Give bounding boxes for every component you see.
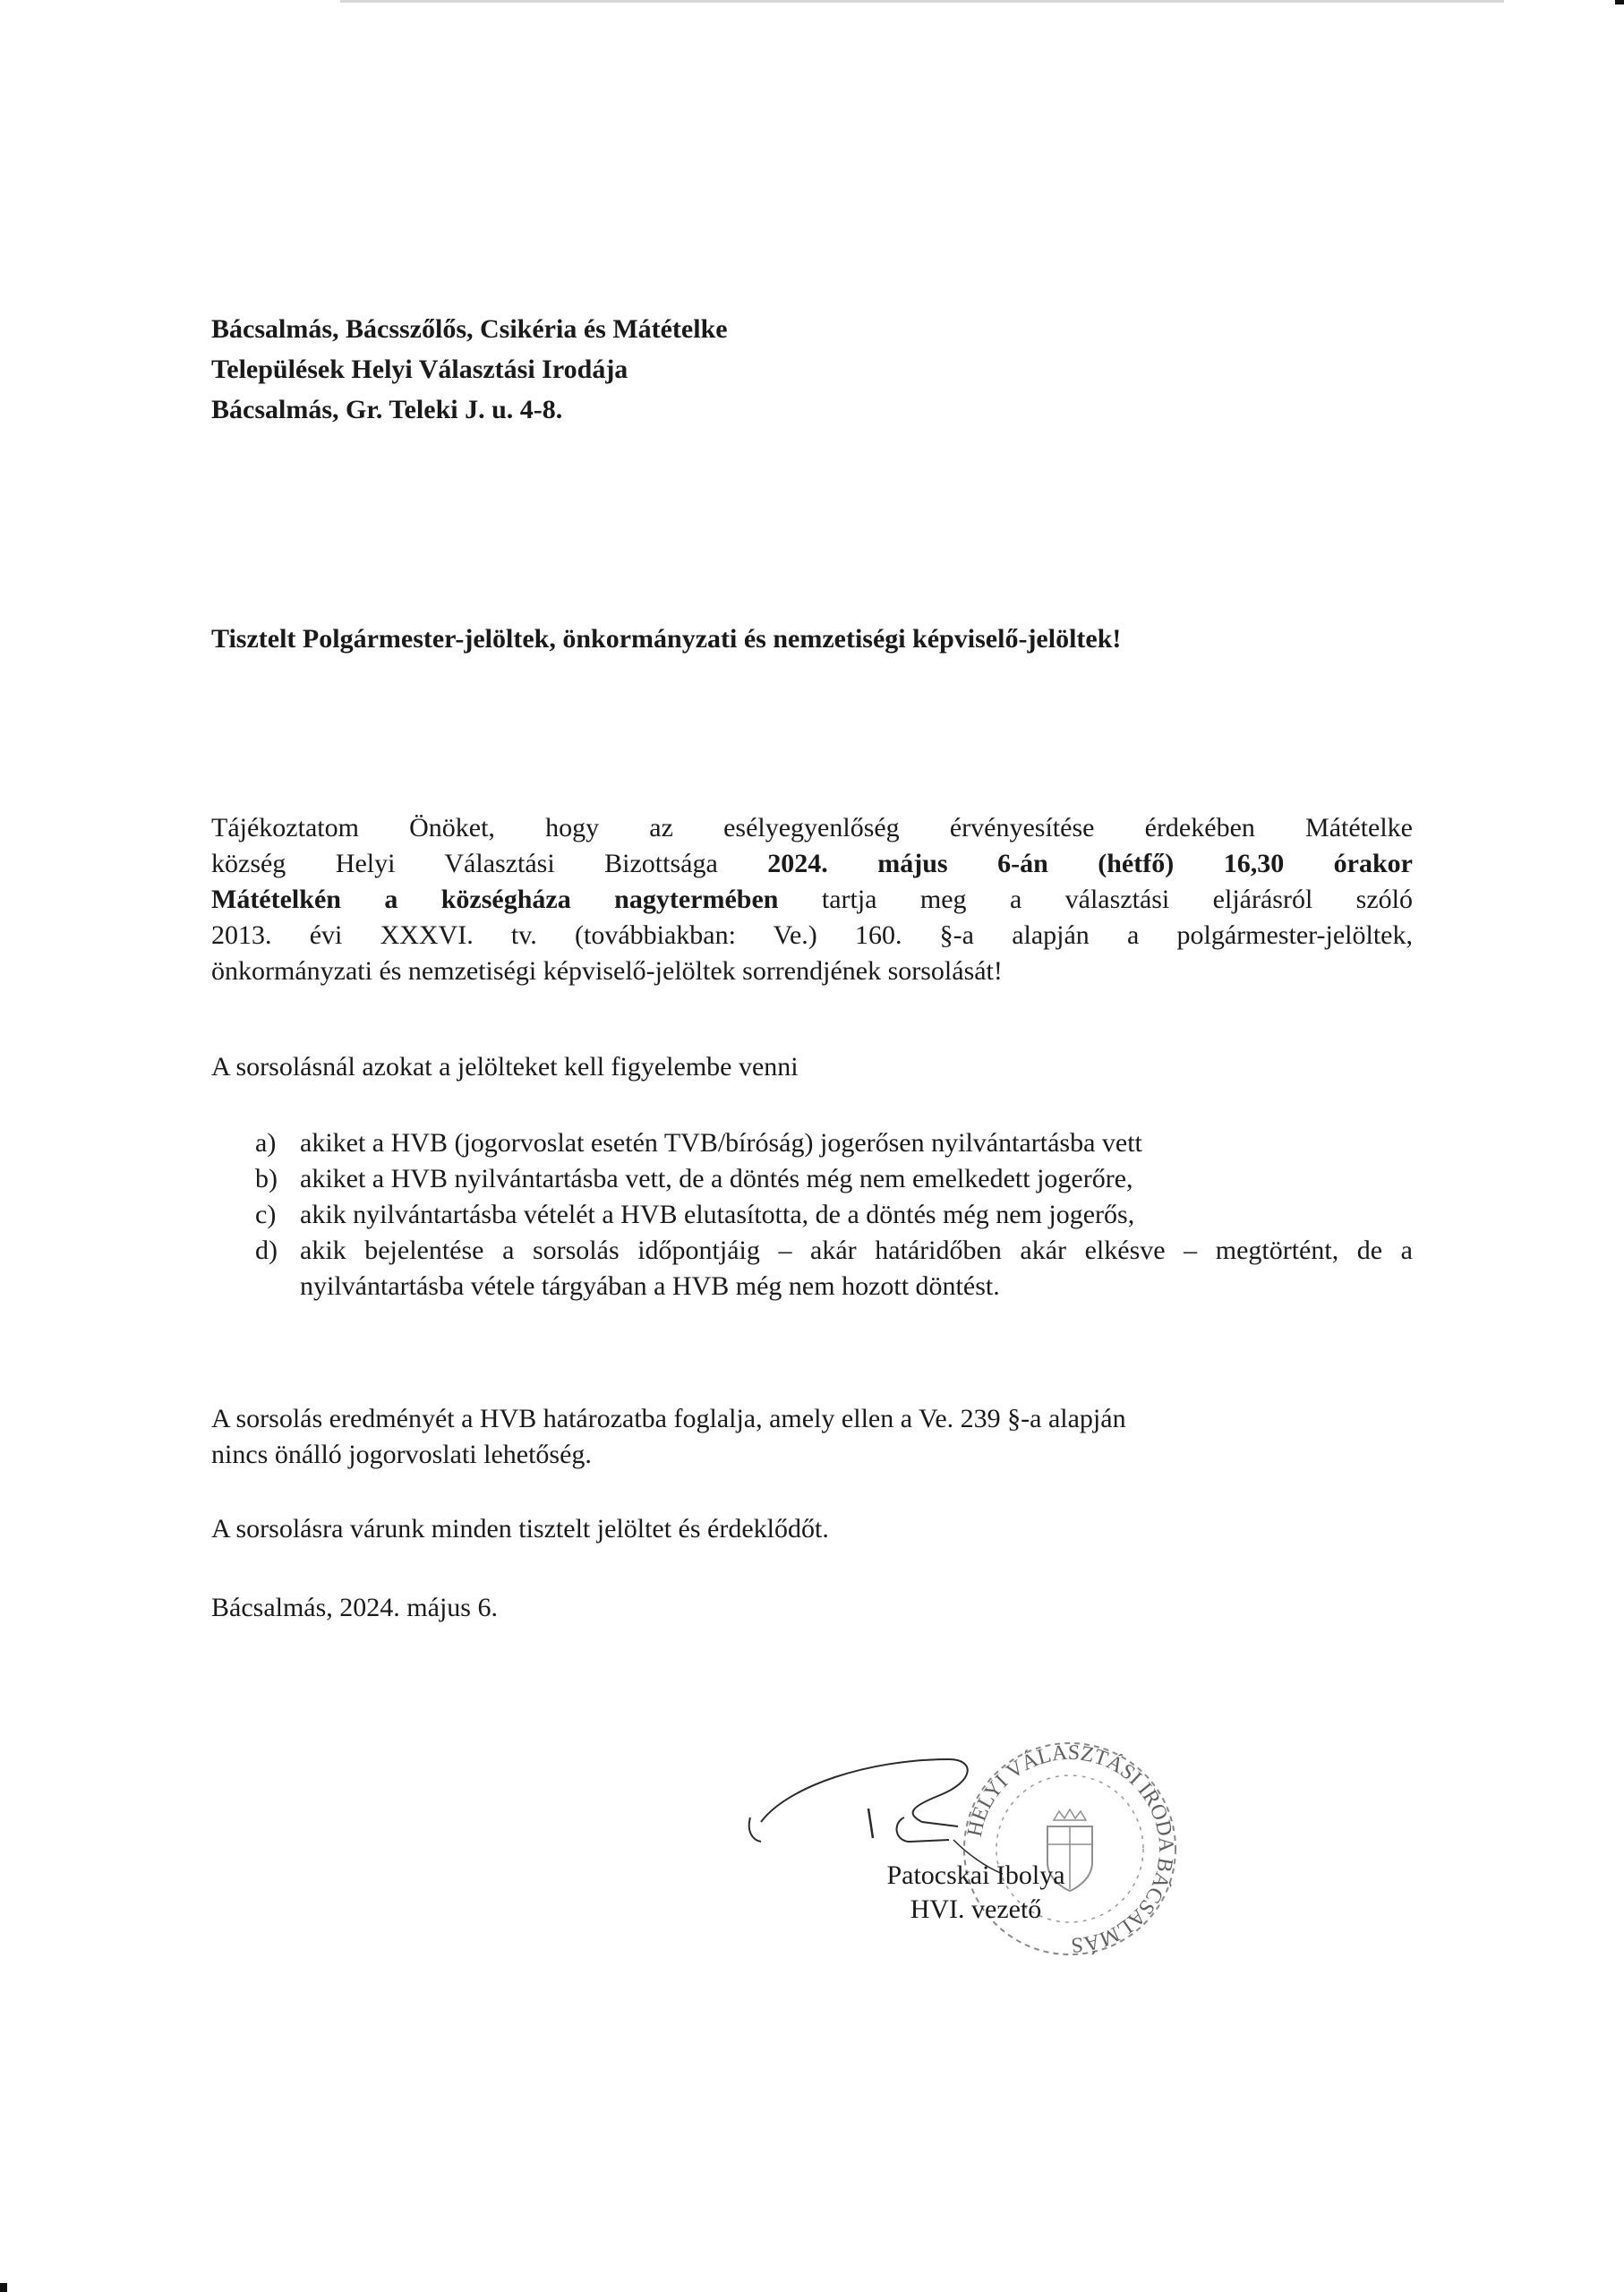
list-item-text: akiket a HVB (jogorvoslat esetén TVB/bíróság) jogerősen nyilvántartásba vett — [300, 1128, 1142, 1158]
scan-corner-mark-bottom — [0, 2283, 7, 2292]
signature-block — [859, 1859, 1092, 1927]
sender-header — [211, 309, 728, 430]
salutation: Tisztelt Polgármester-jelöltek, önkormányzati és nemzetiségi képviselő-jelöltek! — [211, 624, 1122, 654]
bold-date-time: 2024. május 6-án (hétfő) 16,30 órakor — [767, 849, 1413, 878]
paragraph-criteria-intro: A sorsolásnál azokat a jelölteket kell figyelembe venni — [211, 1052, 799, 1082]
list-marker: b) — [255, 1164, 278, 1193]
signatory-title: HVI. vezető — [910, 1894, 1042, 1924]
official-stamp — [953, 1732, 1186, 1965]
criteria-list — [255, 1125, 1413, 1304]
stamp-text: HELYI VÁLASZTÁSI IRODA BÁCSALMÁS — [962, 1740, 1178, 1957]
header-line-3: Bácsalmás, Gr. Teleki J. u. 4-8. — [211, 395, 563, 424]
paragraph-line: önkormányzati és nemzetiségi képviselő-jelöltek sorrendjének sorsolását! — [211, 956, 1003, 986]
bold-location: Mátételkén a községháza nagytermében — [211, 885, 779, 914]
signatory-name: Patocskai Ibolya — [886, 1860, 1065, 1890]
paragraph-line: 2013. évi XXXVI. tv. (továbbiakban: Ve.) 160. §-a alapján a polgármester-jelöltek, — [211, 920, 1413, 950]
paragraph-line — [211, 846, 1413, 882]
list-marker: c) — [255, 1200, 277, 1229]
paragraph-line — [211, 882, 1413, 918]
list-item — [255, 1125, 1413, 1161]
header-line-1: Bácsalmás, Bácsszőlős, Csikéria és Mátételke — [211, 314, 728, 344]
paragraph-result — [211, 1401, 1413, 1473]
list-marker: d) — [255, 1236, 278, 1265]
list-item — [255, 1233, 1413, 1304]
text-run: tartja meg a választási eljárásról szóló — [778, 885, 1414, 914]
paragraph-invitation: A sorsolásra várunk minden tisztelt jelöltet és érdeklődőt. — [211, 1514, 829, 1544]
scan-corner-mark — [1615, 0, 1624, 4]
paragraph-line: A sorsolás eredményét a HVB határozatba foglalja, amely ellen a Ve. 239 §-a alapján — [211, 1404, 1126, 1433]
list-item — [255, 1197, 1413, 1233]
scan-edge-line — [340, 0, 1504, 3]
list-item-text: akik nyilvántartásba vételét a HVB elutasította, de a döntés még nem jogerős, — [300, 1200, 1135, 1229]
text-run: község Helyi Választási Bizottsága — [211, 849, 768, 878]
list-item — [255, 1161, 1413, 1197]
paragraph-line: nincs önálló jogorvoslati lehetőség. — [211, 1440, 592, 1469]
list-marker: a) — [255, 1128, 277, 1158]
paragraph-announcement — [211, 810, 1413, 989]
header-line-2: Települések Helyi Választási Irodája — [211, 355, 628, 384]
list-item-text: akiket a HVB nyilvántartásba vett, de a döntés még nem emelkedett jogerőre, — [300, 1164, 1133, 1193]
date-line: Bácsalmás, 2024. május 6. — [211, 1593, 498, 1622]
paragraph-line: Tájékoztatom Önöket, hogy az esélyegyenlőség érvényesítése érdekében Mátételke — [211, 813, 1413, 842]
list-item-text: akik bejelentése a sorsolás időpontjáig – akár határidőben akár elkésve – megtörtént, de a nyilvántartásba vétele tárgyában a HVB még nem hozott döntést. — [300, 1236, 1413, 1301]
